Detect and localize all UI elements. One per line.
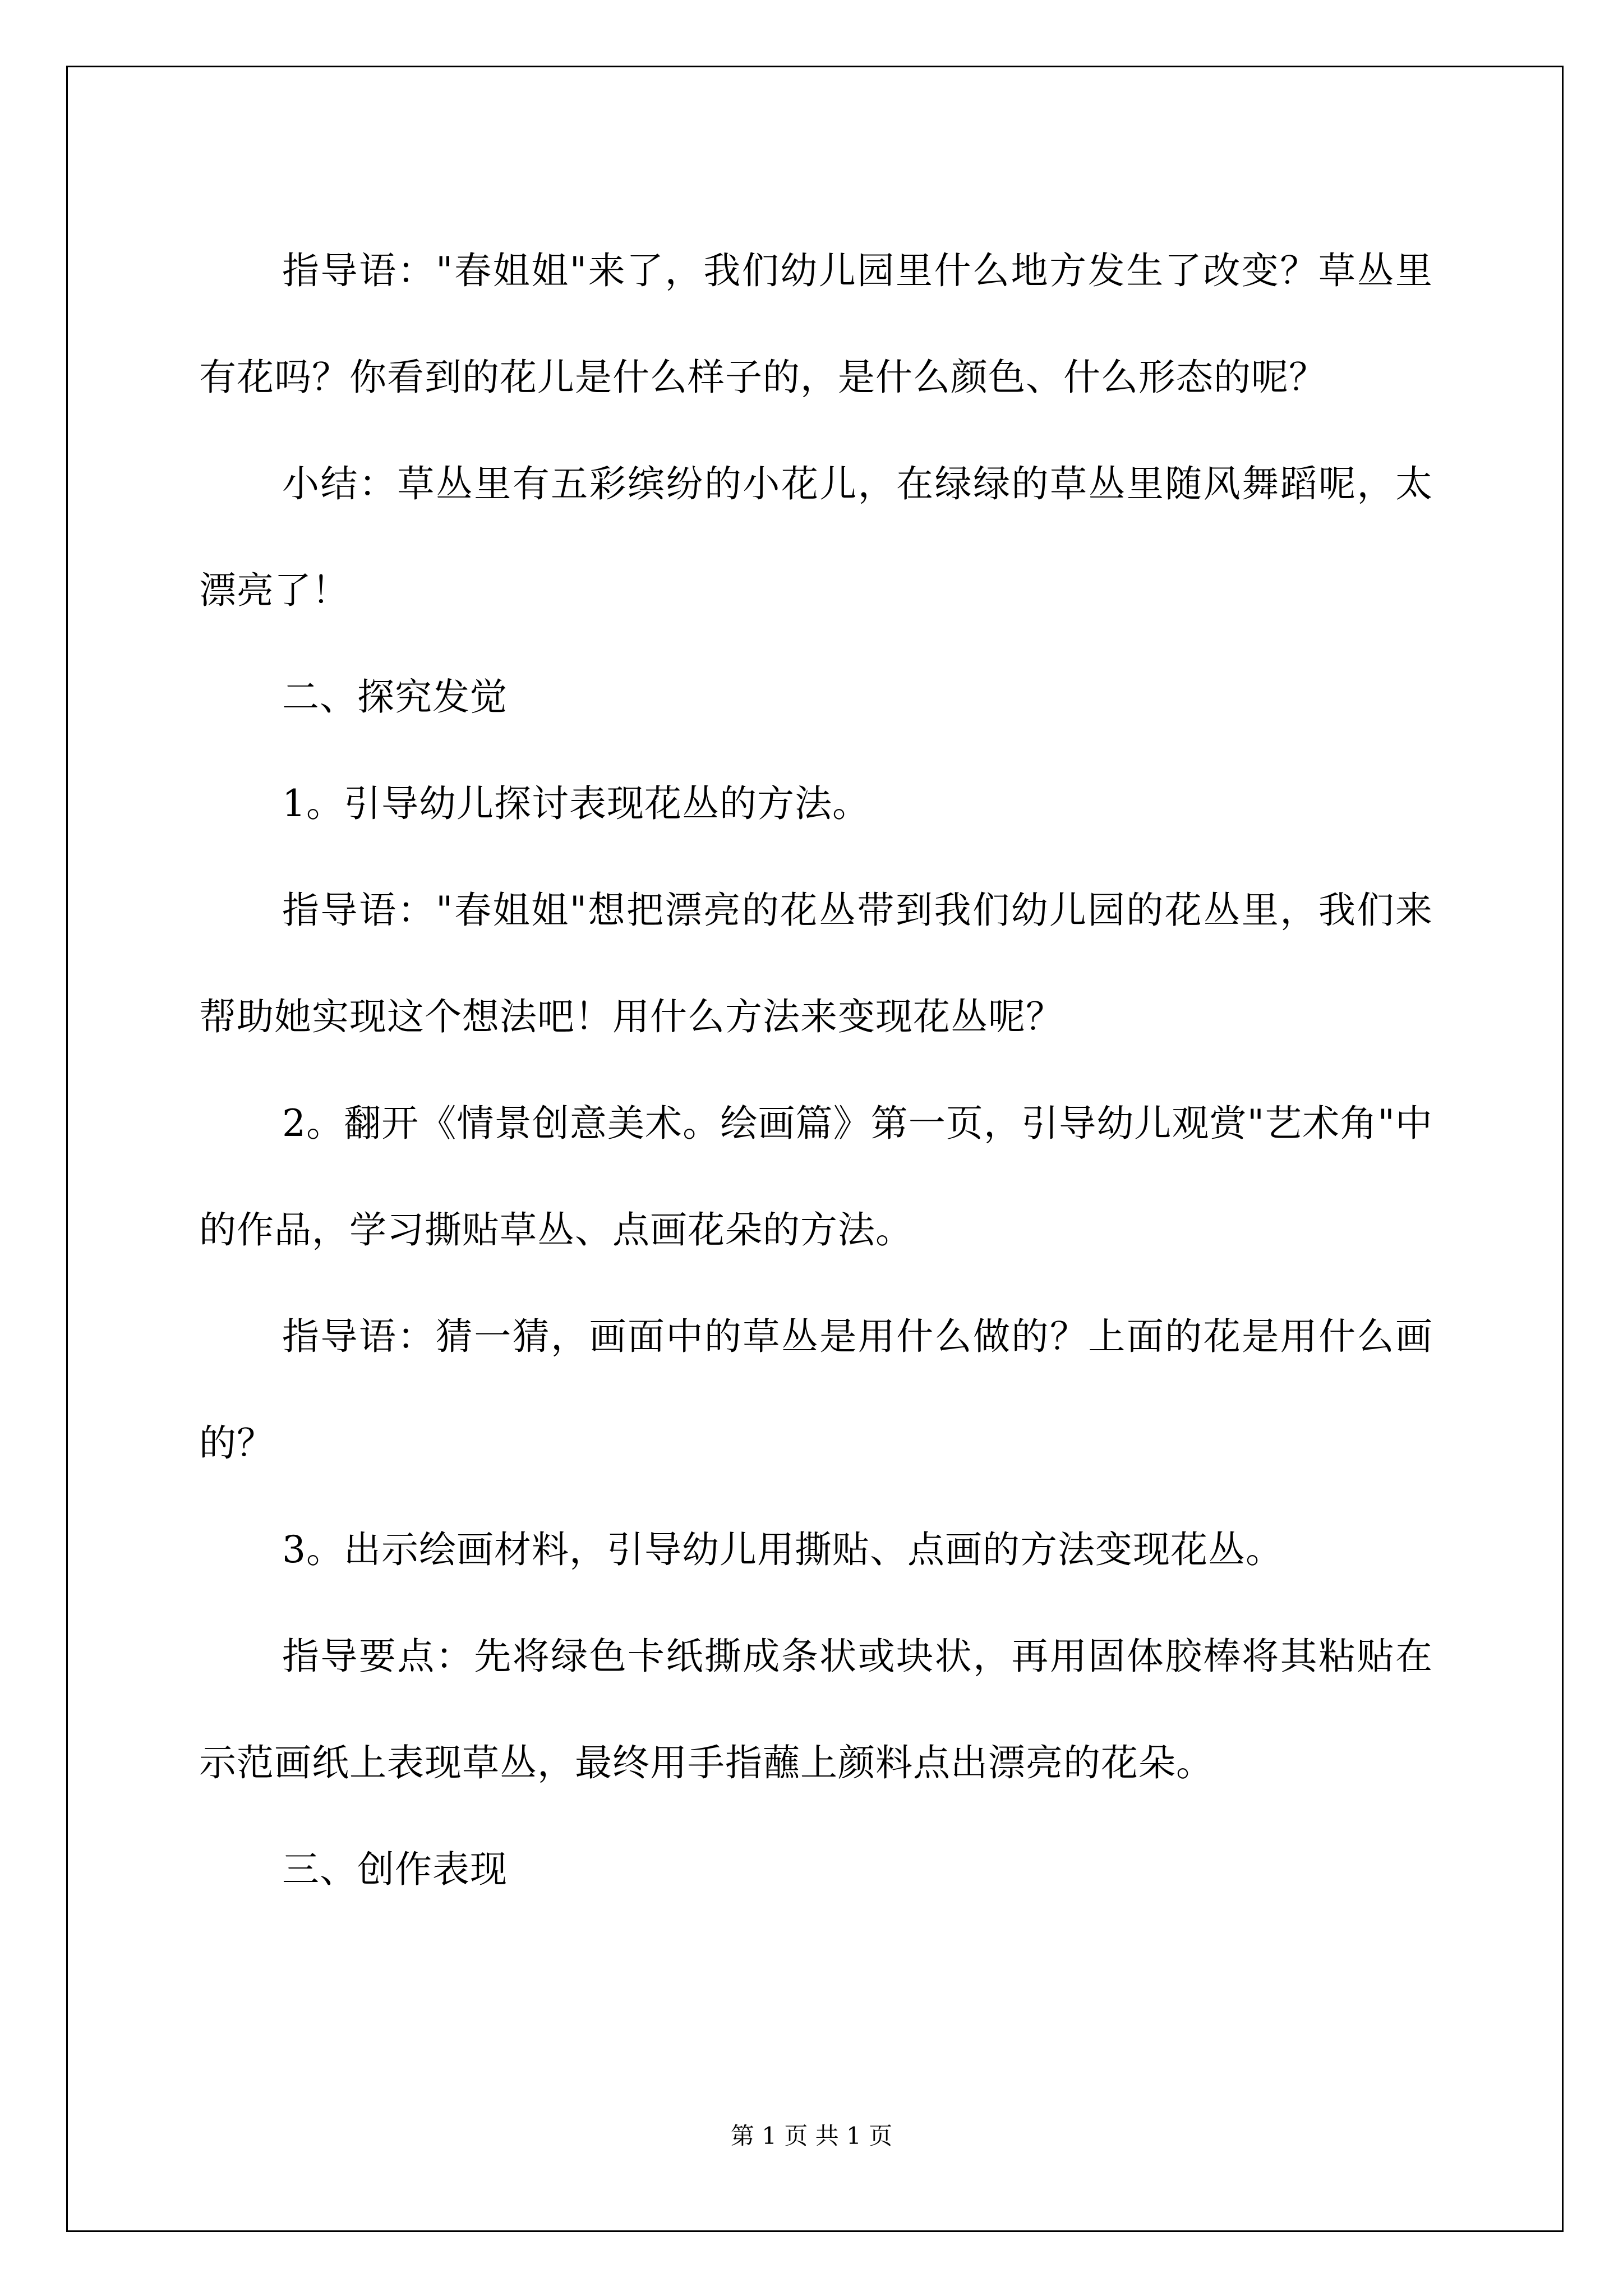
paragraph-step-2: 2。翻开《情景创意美术。绘画篇》第一页，引导幼儿观赏"艺术角"中的作品，学习撕贴草丛、点画花朵的方法。: [199, 1102, 1433, 1251]
page-number-footer: 第 1 页 共 1 页: [730, 2122, 893, 2150]
document-body: [199, 218, 1433, 1923]
paragraph-guide-question-1: 指导语："春姐姐"来了，我们幼儿园里什么地方发生了改变？草丛里有花吗？你看到的花儿是什么样子的，是什么颜色、什么形态的呢？: [199, 249, 1433, 399]
section-heading-create: 三、创作表现: [282, 1848, 508, 1891]
paragraph-step-3: 3。出示绘画材料，引导幼儿用撕贴、点画的方法变现花丛。: [282, 1528, 1283, 1571]
paragraph-guide-question-2: 指导语："春姐姐"想把漂亮的花丛带到我们幼儿园的花丛里，我们来帮助她实现这个想法吧！用什么方法来变现花丛呢？: [199, 889, 1433, 1038]
paragraph-guide-points: 指导要点：先将绿色卡纸撕成条状或块状，再用固体胶棒将其粘贴在示范画纸上表现草丛，最终用手指蘸上颜料点出漂亮的花朵。: [199, 1635, 1433, 1784]
paragraph-step-1: 1。引导幼儿探讨表现花丛的方法。: [282, 782, 870, 825]
paragraph-summary: 小结：草丛里有五彩缤纷的小花儿，在绿绿的草丛里随风舞蹈呢，太漂亮了！: [199, 462, 1433, 612]
section-heading-explore: 二、探究发觉: [282, 675, 508, 719]
paragraph-guide-question-3: 指导语：猜一猜，画面中的草丛是用什么做的？上面的花是用什么画的？: [199, 1315, 1433, 1465]
